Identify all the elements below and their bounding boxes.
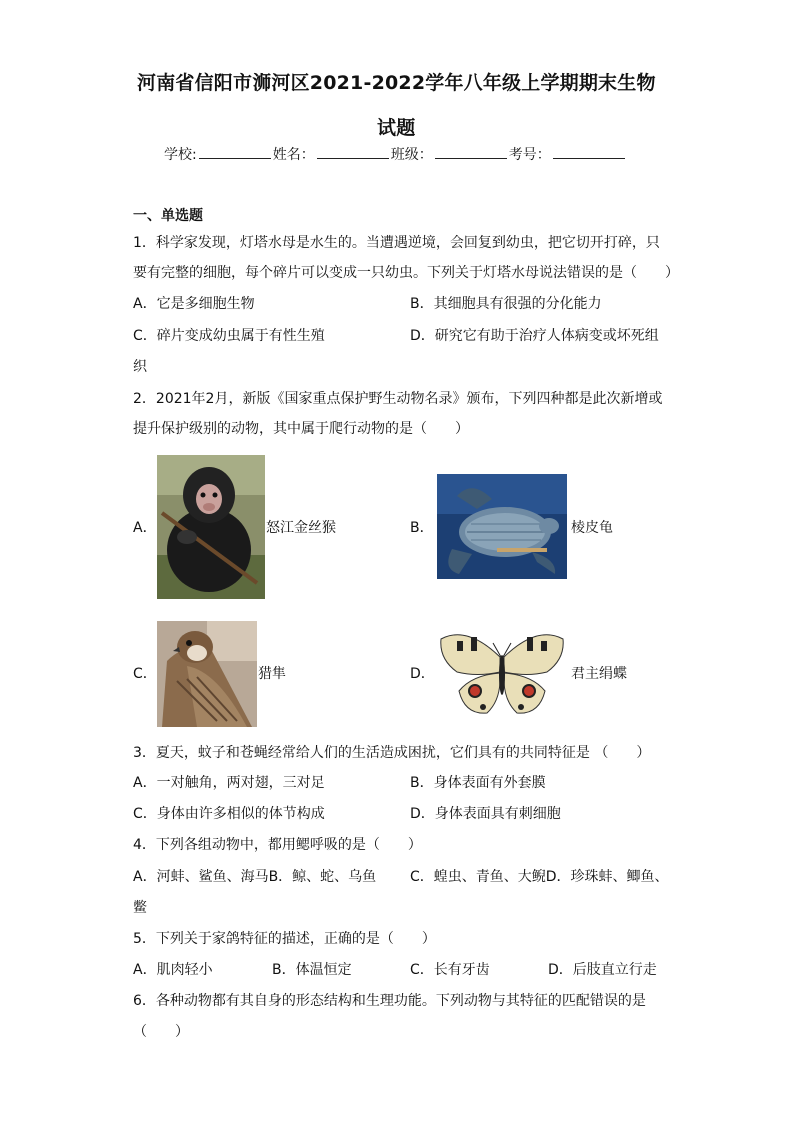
q4-options-ab[interactable]: A．河蚌、鲨鱼、海马B．鲸、蛇、乌鱼 (133, 869, 377, 885)
q3-stem: 3．夏天，蚊子和苍蝇经常给人们的生活造成困扰，它们具有的共同特征是 （ ） (133, 745, 651, 761)
q1-option-d[interactable]: D．研究它有助于治疗人体病变或坏死组 (410, 328, 659, 344)
name-field[interactable] (317, 144, 389, 159)
q2-option-d-text: 君主绢蝶 (571, 666, 627, 682)
school-field[interactable] (199, 144, 271, 159)
q1-option-c[interactable]: C．碎片变成幼虫属于有性生殖 (133, 328, 325, 344)
q6-stem-line1: 6．各种动物都有其自身的形态结构和生理功能。下列动物与其特征的匹配错误的是 (133, 993, 646, 1009)
class-label: 班级： (390, 147, 433, 163)
number-label: 考号： (508, 147, 551, 163)
q5-option-b[interactable]: B．体温恒定 (272, 962, 352, 978)
q2-stem-line1: 2．2021年2月，新版《国家重点保护野生动物名录》颁布，下列四种都是此次新增或 (133, 391, 663, 407)
name-label: 姓名： (272, 147, 315, 163)
q1-option-d-cont: 织 (133, 359, 147, 375)
q2-option-a-text: 怒江金丝猴 (266, 520, 336, 536)
q5-stem: 5．下列关于家鸽特征的描述，正确的是（ ） (133, 931, 436, 947)
falcon-photo (157, 621, 257, 727)
monkey-photo (157, 455, 265, 599)
turtle-photo (437, 474, 567, 579)
q1-option-b[interactable]: B．其细胞具有很强的分化能力 (410, 296, 602, 312)
q3-option-b[interactable]: B．身体表面有外套膜 (410, 775, 546, 791)
butterfly-photo (437, 627, 567, 719)
q3-option-d[interactable]: D．身体表面具有刺细胞 (410, 806, 561, 822)
q2-option-b-label[interactable]: B． (410, 520, 434, 536)
q3-option-c[interactable]: C．身体由许多相似的体节构成 (133, 806, 325, 822)
page-title: 河南省信阳市浉河区2021-2022学年八年级上学期期末生物 (137, 72, 656, 94)
class-field[interactable] (435, 144, 507, 159)
q2-option-d-label[interactable]: D． (410, 666, 435, 682)
school-label: 学校: (164, 147, 197, 163)
q4-stem: 4．下列各组动物中，都用鳃呼吸的是（ ） (133, 837, 422, 853)
info-line (164, 144, 627, 165)
section-heading: 一、单选题 (133, 208, 203, 224)
q2-option-c-label[interactable]: C． (133, 666, 157, 682)
number-field[interactable] (553, 144, 625, 159)
q6-stem-line2: （ ） (133, 1024, 189, 1040)
page-title-cont: 试题 (377, 117, 416, 139)
q5-option-c[interactable]: C．长有牙齿 (410, 962, 490, 978)
q5-option-d[interactable]: D．后肢直立行走 (548, 962, 657, 978)
q2-option-c-text: 猎隼 (258, 666, 286, 682)
q4-option-d-cont: 鳖 (133, 900, 147, 916)
q2-stem-line2: 提升保护级别的动物，其中属于爬行动物的是（ ） (133, 421, 469, 437)
q1-option-a[interactable]: A．它是多细胞生物 (133, 296, 255, 312)
q1-stem-line2: 要有完整的细胞，每个碎片可以变成一只幼虫。下列关于灯塔水母说法错误的是（ ） (133, 265, 679, 281)
q3-option-a[interactable]: A．一对触角，两对翅，三对足 (133, 775, 325, 791)
q5-option-a[interactable]: A．肌肉轻小 (133, 962, 213, 978)
q4-options-cd[interactable]: C．蝗虫、青鱼、大鲵D．珍珠蚌、鲫鱼、 (410, 869, 669, 885)
q2-option-b-text: 棱皮龟 (571, 520, 613, 536)
q1-stem-line1: 1．科学家发现，灯塔水母是水生的。当遭遇逆境，会回复到幼虫，把它切开打碎，只 (133, 235, 660, 251)
q2-option-a-label[interactable]: A． (133, 520, 157, 536)
